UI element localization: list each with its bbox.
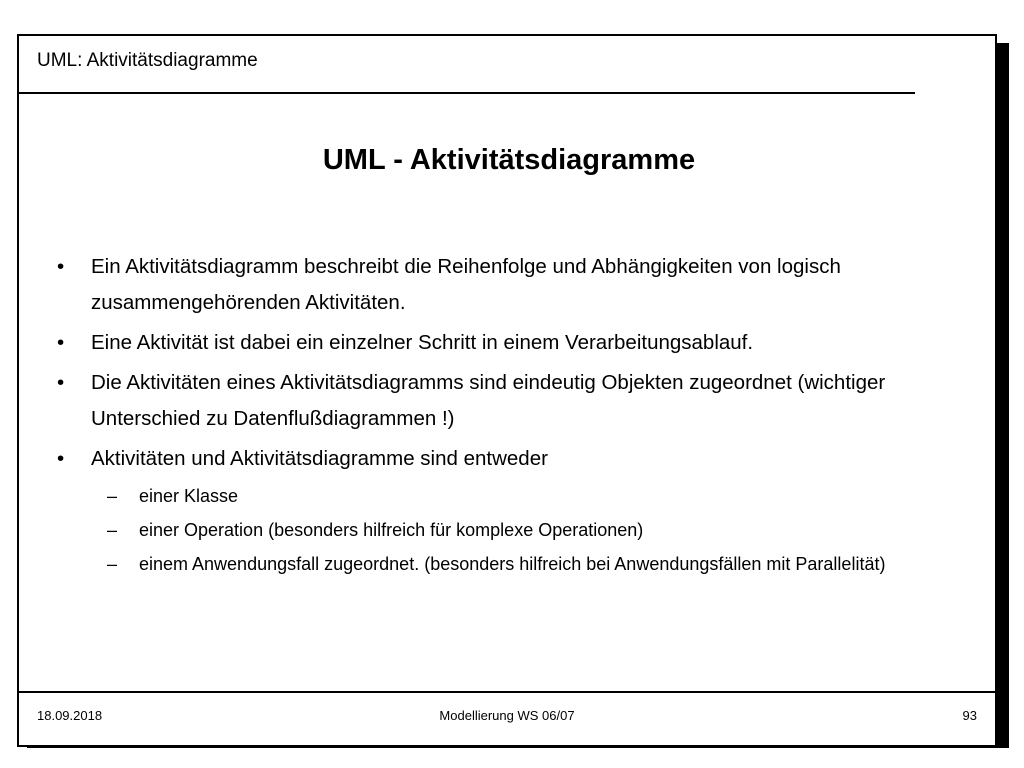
slide xyxy=(17,34,997,747)
bullet-marker: • xyxy=(57,371,65,394)
sub-item xyxy=(57,549,957,579)
bullet-item xyxy=(57,365,957,437)
bullet-text: Eine Aktivität ist dabei ein einzelner Schritt in einem Verarbeitungsablauf. xyxy=(91,331,754,354)
bullet-marker: • xyxy=(57,255,65,278)
footer-course: Modellierung WS 06/07 xyxy=(439,708,575,723)
footer-divider xyxy=(19,691,995,693)
sub-item xyxy=(57,481,957,511)
sub-marker: – xyxy=(107,486,118,506)
sub-item-text: einem Anwendungsfall zugeordnet. (besonders hilfreich bei Anwendungsfällen mit Parallelität) xyxy=(139,554,886,574)
bullet-marker: • xyxy=(57,331,65,354)
bullet-text: Aktivitäten und Aktivitätsdiagramme sind entweder xyxy=(91,447,548,470)
bullet-text: Die Aktivitäten eines Aktivitätsdiagramms sind eindeutig Objekten zugeordnet (wichtiger Unterschied zu Datenflußdiagrammen !) xyxy=(91,371,886,430)
sub-item-text: einer Operation (besonders hilfreich für komplexe Operationen) xyxy=(139,520,644,540)
sub-item-text: einer Klasse xyxy=(139,486,239,506)
header-title: UML: Aktivitätsdiagramme xyxy=(37,50,258,71)
bullet-text: Ein Aktivitätsdiagramm beschreibt die Reihenfolge und Abhängigkeiten von logisch zusammengehörenden Aktivitäten. xyxy=(91,255,841,314)
sub-marker: – xyxy=(107,520,118,540)
bullet-list xyxy=(57,249,957,583)
slide-title: UML - Aktivitätsdiagramme xyxy=(322,144,696,176)
bullet-item xyxy=(57,441,957,477)
sub-item xyxy=(57,515,957,545)
page-number: 93 xyxy=(962,708,977,723)
header-divider xyxy=(19,92,915,94)
bullet-item xyxy=(57,249,957,321)
bullet-marker: • xyxy=(57,447,65,470)
sub-marker: – xyxy=(107,554,118,574)
bullet-item xyxy=(57,325,957,361)
footer-date: 18.09.2018 xyxy=(37,708,103,723)
